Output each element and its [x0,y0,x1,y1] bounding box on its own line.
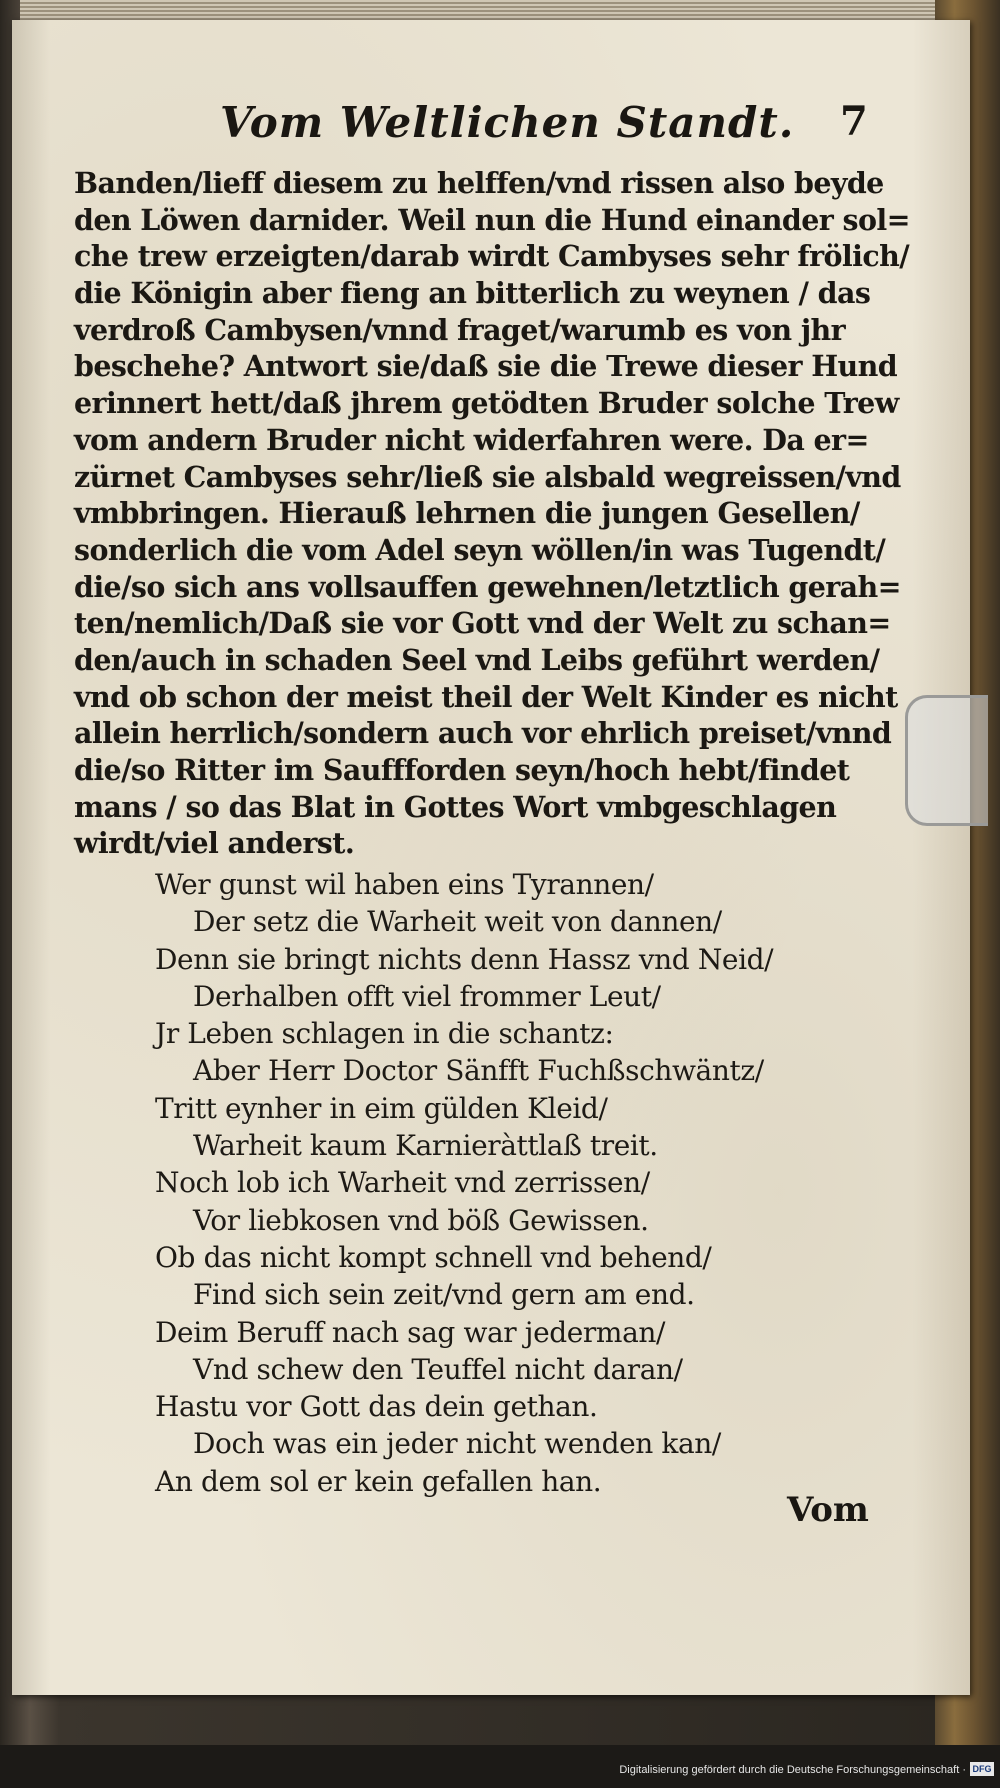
verse-line: Doch was ein jeder nicht wenden kan/ [193,1427,721,1461]
prose-line: verdroß Cambysen/vnnd fraget/warumb es von jhr [74,312,846,347]
prose-line: wirdt/viel anderst. [74,826,355,861]
prose-line: Banden/lieff diesem zu helffen/vnd rissen also beyde [74,166,884,200]
verse-line: Tritt eynher in eim gülden Kleid/ [155,1091,608,1125]
prose-line: vom andern Bruder nicht widerfahren were. Da er= [74,422,869,457]
prose-line: den Löwen darnider. Weil nun die Hund einander sol= [74,202,910,237]
page-header [220,98,868,160]
verse-line: Hastu vor Gott das dein gethan. [155,1390,598,1424]
verse-block [155,866,855,1500]
catchword: Vom [787,1490,869,1530]
prose-line: den/auch in schaden Seel vnd Leibs geführt werden/ [74,642,880,677]
verse-line: Noch lob ich Warheit vnd zerrissen/ [155,1166,650,1200]
prose-line: zürnet Cambyses sehr/ließ sie alsbald wegreissen/vnd [74,459,901,494]
verse-line: Ob das nicht kompt schnell vnd behend/ [155,1240,712,1274]
prose-line: sonderlich die vom Adel seyn wöllen/in was Tugendt/ [74,532,886,567]
verse-line: An dem sol er kein gefallen han. [155,1464,602,1498]
prose-line: che trew erzeigten/darab wirdt Cambyses sehr frölich/ [74,239,910,274]
verse-line: Vnd schew den Teuffel nicht daran/ [193,1352,683,1386]
verse-line: Der setz die Warheit weit von dannen/ [193,905,722,939]
prose-line: erinnert hett/daß jhrem getödten Bruder solche Trew [74,386,899,421]
verse-line: Deim Beruff nach sag war jederman/ [155,1315,666,1349]
verse-line: Jr Leben schlagen in die schantz: [155,1017,614,1051]
verse-line: Aber Herr Doctor Sänfft Fuchßschwäntz/ [193,1054,764,1088]
prose-line: vnd ob schon der meist theil der Welt Kinder es nicht [74,679,898,714]
verse-line: Find sich sein zeit/vnd gern am end. [193,1278,695,1312]
prose-line: die/so sich ans vollsauffen gewehnen/letztlich gerah= [74,569,901,604]
verse-line: Denn sie bringt nichts denn Hassz vnd Neid/ [155,942,774,976]
verse-line: Vor liebkosen vnd böß Gewissen. [193,1203,649,1237]
prose-block [74,165,910,862]
prose-line: allein herrlich/sondern auch vor ehrlich preiset/vnnd [74,716,892,751]
prose-line: die Königin aber fieng an bitterlich zu weynen / das [74,276,871,311]
page-number: 7 [840,98,868,145]
verse-line: Warheit kaum Karnieràttlaß treit. [193,1129,658,1163]
running-title: Vom Weltlichen Standt. [220,98,795,147]
prose-line: mans / so das Blat in Gottes Wort vmbgeschlagen [74,789,837,824]
page-clip [905,695,988,826]
prose-line: vmbbringen. Hierauß lehrnen die jungen Gesellen/ [74,496,860,531]
prose-line: ten/nemlich/Daß sie vor Gott vnd der Welt zu schan= [74,606,891,641]
dfg-logo: DFG [970,1762,994,1776]
prose-line: die/so Ritter im Sauffforden seyn/hoch hebt/findet [74,753,850,787]
verse-line: Wer gunst wil haben eins Tyrannen/ [155,868,654,901]
verse-line: Derhalben offt viel frommer Leut/ [193,979,661,1013]
digitization-credit: Digitalisierung gefördert durch die Deutsche Forschungsgemeinschaft · [619,1764,966,1776]
prose-line: beschehe? Antwort sie/daß sie die Trewe dieser Hund [74,349,898,384]
